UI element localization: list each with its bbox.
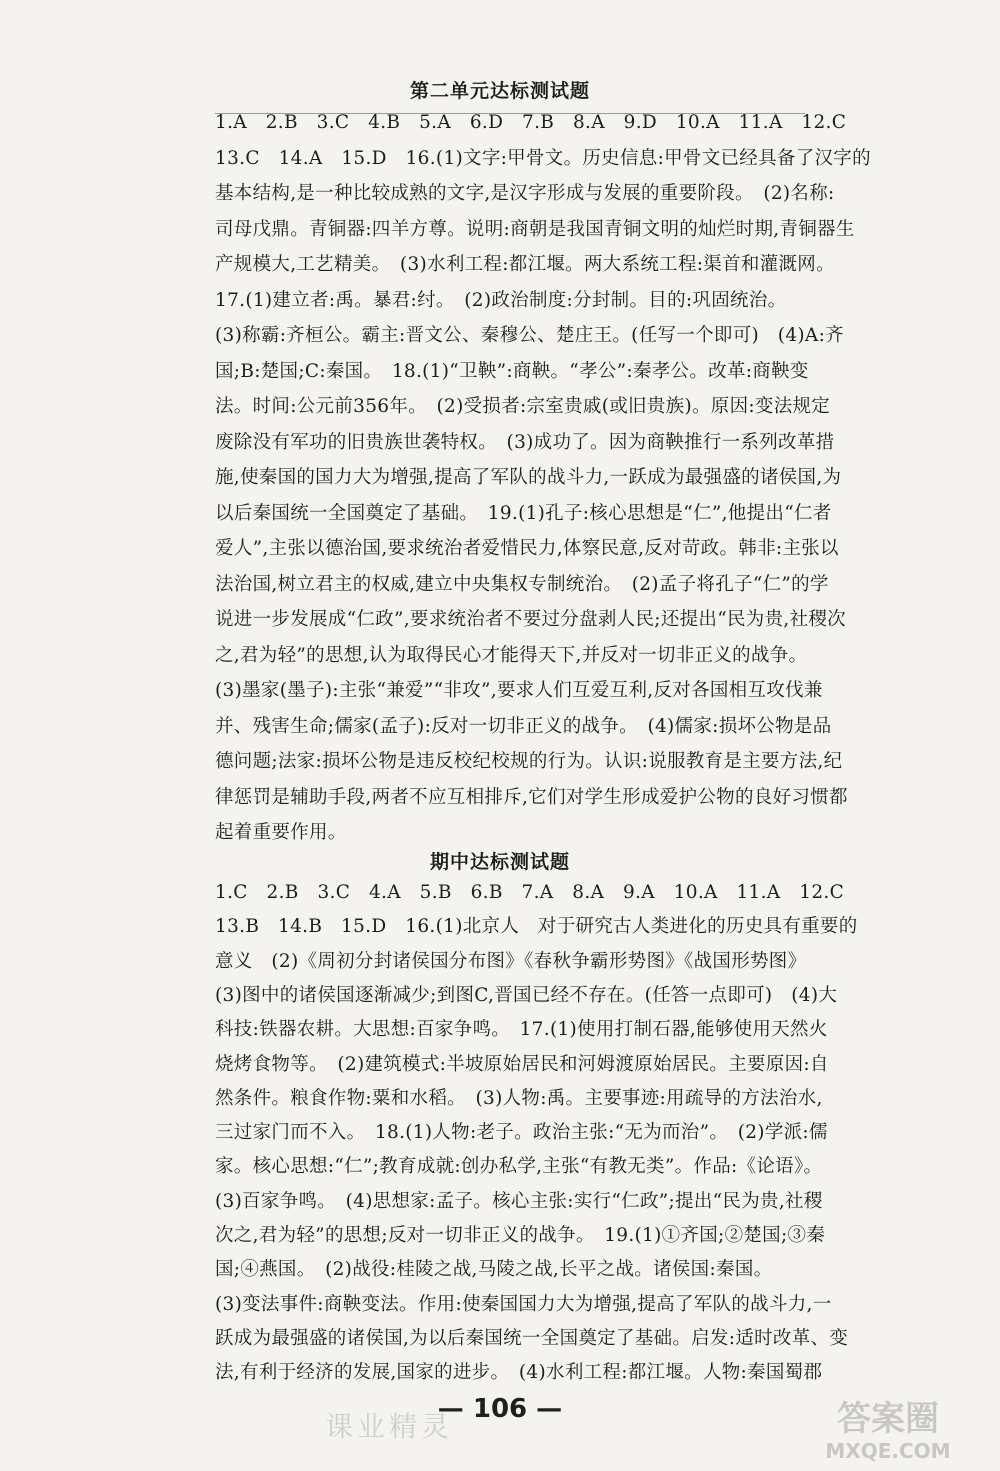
svg-text:MXQE.COM: MXQE.COM (825, 1439, 951, 1463)
answer-line: 意义 (2)《周初分封诸侯国分布图》《春秋争霸形势图》《战国形势图》 (215, 950, 807, 972)
answer-line: (3)变法事件:商鞅变法。作用:使秦国国力大为增强,提高了军队的战斗力,一 (215, 1293, 832, 1315)
svg-text:答案圈: 答案圈 (837, 1399, 939, 1439)
answer-line: 施,使秦国的国力大为增强,提高了军队的战斗力,一跃成为最强盛的诸侯国,为 (215, 467, 842, 488)
answer-line: 法治国,树立君主的权威,建立中央集权专制统治。 (2)孟子将孔子“仁”的学 (215, 573, 829, 595)
answer-line: 国;B:楚国;C:秦国。 18.(1)“卫鞅”:商鞅。“孝公”:秦孝公。改革:商鞅变 (215, 360, 809, 382)
section-title-midterm: 期中达标测试题 (429, 851, 570, 873)
answer-line: 废除没有军功的旧贵族世袭特权。 (3)成功了。因为商鞅推行一系列改革措 (215, 431, 835, 453)
answer-line: 以后秦国统一全国奠定了基础。 19.(1)孔子:核心思想是“仁”,他提出“仁者 (215, 502, 832, 524)
answer-line: (3)图中的诸侯国逐渐减少;到图C,晋国已经不存在。(任答一点即可) (4)大 (215, 984, 838, 1006)
answer-line: 三过家门而不入。 18.(1)人物:老子。政治主张:“无为而治”。 (2)学派:儒 (215, 1122, 828, 1144)
answer-line: 之,君为轻”的思想,认为取得民心才能得天下,并反对一切非正义的战争。 (215, 644, 808, 666)
answer-line: 爱人”,主张以德治国,要求统治者爱惜民力,体察民意,反对苛政。韩非:主张以 (215, 538, 839, 559)
answer-line: 基本结构,是一种比较成熟的文字,是汉字形成与发展的重要阶段。 (2)名称: (215, 183, 835, 204)
answer-line: 1.A 2.B 3.C 4.B 5.A 6.D 7.B 8.A 9.D 10.A 11.A 12.C (215, 112, 847, 133)
answer-line: 跃成为最强盛的诸侯国,为以后秦国统一全国奠定了基础。启发:适时改革、变 (215, 1327, 849, 1349)
answer-line: 产规模大,工艺精美。 (3)水利工程:都江堰。两大系统工程:渠首和灌溉网。 (215, 254, 835, 275)
answer-line: 次之,君为轻”的思想;反对一切非正义的战争。 19.(1)①齐国;②楚国;③秦 (215, 1225, 826, 1246)
answer-line: 说进一步发展成“仁政”,要求统治者不要过分盘剥人民;还提出“民为贵,社稷次 (215, 609, 846, 630)
section-title-unit2: 第二单元达标测试题 (409, 80, 590, 102)
answer-line: 国;④燕国。 (2)战役:桂陵之战,马陵之战,长平之战。诸侯国:秦国。 (215, 1259, 773, 1281)
answer-line: 17.(1)建立者:禹。暴君:纣。 (2)政治制度:分封制。目的:巩固统治。 (215, 289, 787, 311)
answer-line: 法,有利于经济的发展,国家的进步。 (4)水利工程:都江堰。人物:秦国蜀郡 (215, 1362, 823, 1384)
answer-line: 13.B 14.B 15.D 16.(1)北京人 对于研究古人类进化的历史具有重要的 (215, 916, 858, 938)
answer-line: 司母戊鼎。青铜器:四羊方尊。说明:商朝是我国青铜文明的灿烂时期,青铜器生 (215, 218, 855, 240)
answer-line: 1.C 2.B 3.C 4.A 5.B 6.B 7.A 8.A 9.A 10.A 11.A 12.C (215, 882, 845, 903)
answer-line: 13.C 14.A 15.D 16.(1)文字:甲骨文。历史信息:甲骨文已经具备了汉字的 (215, 147, 871, 169)
answer-line: 律惩罚是辅助手段,两者不应互相排斥,它们对学生形成爱护公物的良好习惯都 (215, 786, 848, 808)
answer-line: 科技:铁器农耕。大思想:百家争鸣。 17.(1)使用打制石器,能够使用天然火 (215, 1019, 828, 1041)
answer-line: 家。核心思想:“仁”;教育成就:创办私学,主张“有教无类”。作品:《论语》。 (215, 1156, 823, 1178)
answer-line: 起着重要作用。 (215, 822, 347, 843)
page-number: — 106 — (437, 1394, 563, 1424)
answer-line: 并、残害生命;儒家(孟子):反对一切非正义的战争。 (4)儒家:损坏公物是品 (215, 715, 832, 737)
answer-line: (3)墨家(墨子):主张“兼爱”“非攻”,要求人们互爱互利,反对各国相互攻伐兼 (215, 680, 823, 701)
answer-line: 烧烤食物等。 (2)建筑模式:半坡原始居民和河姆渡原始居民。主要原因:自 (215, 1053, 829, 1075)
answer-line: (3)称霸:齐桓公。霸主:晋文公、秦穆公、楚庄王。(任写一个即可) (4)A:齐 (215, 325, 844, 346)
stamp-watermark: 课业精灵 (325, 1410, 454, 1443)
answer-line: 然条件。粮食作物:粟和水稻。 (3)人物:禹。主要事迹:用疏导的方法治水, (215, 1087, 823, 1109)
site-logo-watermark (788, 1392, 988, 1464)
answer-line: 德问题;法家:损坏公物是违反校纪校规的行为。认识:说服教育是主要方法,纪 (215, 751, 843, 772)
answer-line: 法。时间:公元前356年。 (2)受损者:宗室贵戚(或旧贵族)。原因:变法规定 (215, 396, 831, 417)
answer-line: (3)百家争鸣。 (4)思想家:孟子。核心主张:实行“仁政”;提出“民为贵,社稷 (215, 1190, 823, 1212)
